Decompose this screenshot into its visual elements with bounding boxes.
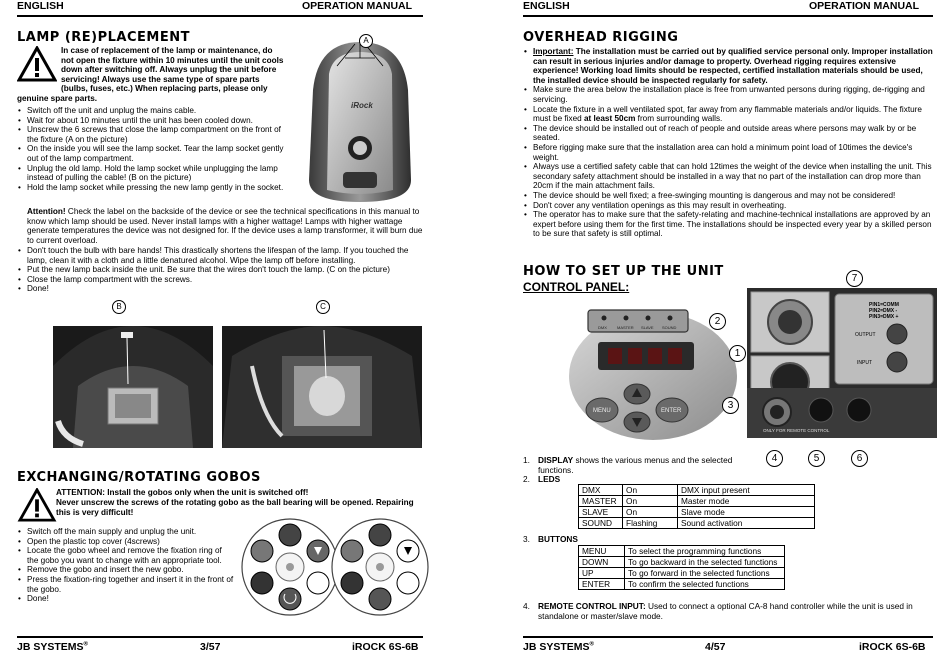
header-language: ENGLISH (17, 0, 64, 12)
remote-description: REMOTE CONTROL INPUT: Used to connect a optional CA-8 hand controller while the unit is used in standalone or master/slave mode. (538, 601, 913, 621)
list-item: • Don't touch the bulb with bare hands! This drastically shortens the lifespan of the lamp. If you touched the lamp, clean it with a cloth and a little denatured alcohol. Wipe the lamp off before installing. (17, 246, 427, 265)
list-item: • Unscrew the 6 screws that close the lamp compartment on the front of the fixture (A on the picture) (17, 125, 287, 144)
photo-lamp-insert (222, 326, 422, 448)
leds-table (578, 484, 815, 529)
callout-3: 3 (722, 397, 739, 414)
footer-rule (523, 636, 933, 638)
lamp-attention: Attention! Check the label on the backside of the device or see the technical specifications in this manual to know which lamp should be used. Never install lamps with a higher wattage! Lamps with higher wattage generate temperatures the device was not designed for. If the device uses a lamp transformer, it will burn due to current overload. (27, 207, 423, 245)
rigging-section-title: OVERHEAD RIGGING (523, 30, 679, 45)
header-rule (523, 15, 933, 17)
fixture-photo (293, 30, 428, 210)
callout-2: 2 (709, 313, 726, 330)
table-row: ENTER To confirm the selected functions (579, 579, 785, 590)
footer-brand: JB SYSTEMS® (523, 641, 594, 653)
footer-brand: JB SYSTEMS® (17, 641, 88, 653)
input-label: INPUT (857, 360, 872, 366)
callout-5: 5 (808, 450, 825, 467)
list-item: • Unplug the old lamp. Hold the lamp socket while unplugging the lamp instead of pulling the cable! (B on the picture) (17, 164, 287, 183)
table-row: MASTER On Master mode (579, 496, 815, 507)
led-label-dmx: DMX (598, 325, 607, 330)
callout-c: C (316, 300, 330, 314)
callout-7: 7 (846, 270, 863, 287)
list-item: • Done! (17, 284, 427, 294)
header-language: ENGLISH (523, 0, 570, 12)
control-panel-subtitle: CONTROL PANEL: (523, 280, 630, 294)
list-item: • Always use a certified safety cable that can hold 12times the weight of the device when installing the unit. This secondary safety attachment should be installed in a way that no part of the installation can drop more than 20cm if the main attachment fails. (523, 162, 934, 191)
led-label-slave: SLAVE (641, 325, 654, 330)
table-row: MENU To select the programming functions (579, 546, 785, 557)
header-manual: OPERATION MANUAL (809, 0, 920, 12)
footer-page-number: 4/57 (705, 641, 726, 653)
list-item: • Switch off the main supply and unplug the unit. (17, 527, 235, 537)
footer-rule (17, 636, 423, 638)
lamp-warning: In case of replacement of the lamp or maintenance, do not open the fixture within 10 minutes until the unit cools down after switching off. Always unplug the unit before servicing! Always use the same type of spare parts (bulbs, fuses, etc.) When replacing parts, please only genuine spare parts. (17, 46, 284, 103)
gobos-steps-list (17, 527, 235, 604)
list-item: • Close the lamp compartment with the screws. (17, 275, 427, 285)
header-rule (17, 15, 423, 17)
list-item: • Switch off the unit and unplug the mains cable. (17, 106, 287, 116)
list-item: • The device should be well fixed; a free-swinging mounting is dangerous and may not be considered! (523, 191, 934, 201)
list-item: • Locate the gobo wheel and remove the fixation ring of the gobo you want to change with an appropriate tool. (17, 546, 235, 565)
list-item: • Remove the gobo and insert the new gobo. (17, 565, 235, 575)
leds-heading: LEDS (538, 474, 561, 484)
led-label-sound: SOUND (662, 325, 677, 330)
lamp-steps-list-2 (17, 246, 427, 294)
table-row: DOWN To go backward in the selected functions (579, 557, 785, 568)
footer-model: iROCK 6S-6B (352, 641, 419, 653)
display-description: DISPLAY shows the various menus and the selected functions. (538, 455, 733, 475)
gobos-section-title: EXCHANGING/ROTATING GOBOS (17, 470, 261, 485)
lamp-section-title: LAMP (RE)PLACEMENT (17, 30, 190, 45)
menu-button-label: MENU (593, 408, 611, 414)
gobo-wheel-diagram (240, 517, 430, 617)
buttons-heading: BUTTONS (538, 534, 578, 544)
callout-b: B (112, 300, 126, 314)
pin-label-3: PIN3=DMX + (869, 314, 899, 320)
callout-6: 6 (851, 450, 868, 467)
setup-section-title: HOW TO SET UP THE UNIT (523, 264, 724, 279)
list-item: • Locate the fixture in a well ventilated spot, far away from any flammable materials and/or liquids. The fixture must be fixed at least 50cm from surrounding walls. (523, 105, 934, 124)
footer-model: iROCK 6S-6B (859, 641, 926, 653)
header-manual: OPERATION MANUAL (302, 0, 413, 12)
list-item: • Make sure the area below the installation place is free from unwanted persons during rigging, de-rigging and servicing. (523, 85, 934, 104)
list-item: • Press the fixation-ring together and insert it in the front of the gobo. (17, 575, 235, 594)
table-row: UP To go forward in the selected functions (579, 568, 785, 579)
photo-lamp-socket (53, 326, 213, 448)
output-label: OUTPUT (855, 332, 876, 338)
list-item: • Wait for about 10 minutes until the unit has been cooled down. (17, 116, 287, 126)
footer-page-number: 3/57 (200, 641, 221, 653)
display-number: 1. (523, 455, 530, 465)
list-item: • On the inside you will see the lamp socket. Tear the lamp socket gently out of the lamp compartment. (17, 144, 287, 163)
page-right (475, 0, 950, 654)
table-row: SOUND Flashing Sound activation (579, 518, 815, 529)
pin-label-1: PIN1=COMM (869, 302, 899, 308)
table-row: DMX On DMX input present (579, 485, 815, 496)
callout-1: 1 (729, 345, 746, 362)
remote-label: ONLY FOR REMOTE CONTROL (763, 428, 830, 433)
callout-a: A (359, 34, 373, 48)
remote-number: 4. (523, 601, 530, 611)
gobos-warning-line2: Never unscrew the screws of the rotating gobo as the ball bearing will be opened. Repairing this is very difficult! (56, 498, 414, 517)
list-item: • Don't cover any ventilation openings as this may result in overheating. (523, 201, 934, 211)
list-item: • The device should be installed out of reach of people and outside areas where persons may walk by or be seated. (523, 124, 934, 143)
leds-number: 2. (523, 474, 530, 484)
enter-button-label: ENTER (661, 408, 682, 414)
buttons-table (578, 545, 785, 590)
list-item: • Done! (17, 594, 235, 604)
list-item: • Hold the lamp socket while pressing the new lamp gently in the socket. (17, 183, 287, 193)
list-item: • The operator has to make sure that the safety-relating and machine-technical installations are approved by an expert before using them for the first time. The installations should be inspected every year by a skilled person to be sure that safety is still optimal. (523, 210, 934, 239)
warning-icon (17, 488, 57, 522)
table-row: SLAVE On Slave mode (579, 507, 815, 518)
callout-4: 4 (766, 450, 783, 467)
buttons-number: 3. (523, 534, 530, 544)
pin-label-2: PIN2=DMX - (869, 308, 898, 314)
list-item: • Important: The installation must be carried out by qualified service personal only. Improper installation can result in serious injuries and/or damage to property. Overhead rigging requires extensive experience! Working load limits should be respected, certified installation materials should be used, the installed device should be inspected regularly for safety. (523, 47, 934, 85)
list-item: • Put the new lamp back inside the unit. Be sure that the wires don't touch the lamp. (C on the picture) (17, 265, 427, 275)
led-label-master: MASTER (617, 325, 634, 330)
fixture-brand-text: iRock (351, 101, 373, 110)
list-item: • Open the plastic top cover (4screws) (17, 537, 235, 547)
rigging-list (523, 47, 934, 239)
rear-panel-photo (747, 288, 937, 438)
list-item: • Before rigging make sure that the installation area can hold a minimum point load of 10times the device's weight. (523, 143, 934, 162)
gobos-warning-line1: ATTENTION: Install the gobos only when the unit is switched off! (56, 488, 309, 497)
lamp-steps-list (17, 106, 287, 192)
